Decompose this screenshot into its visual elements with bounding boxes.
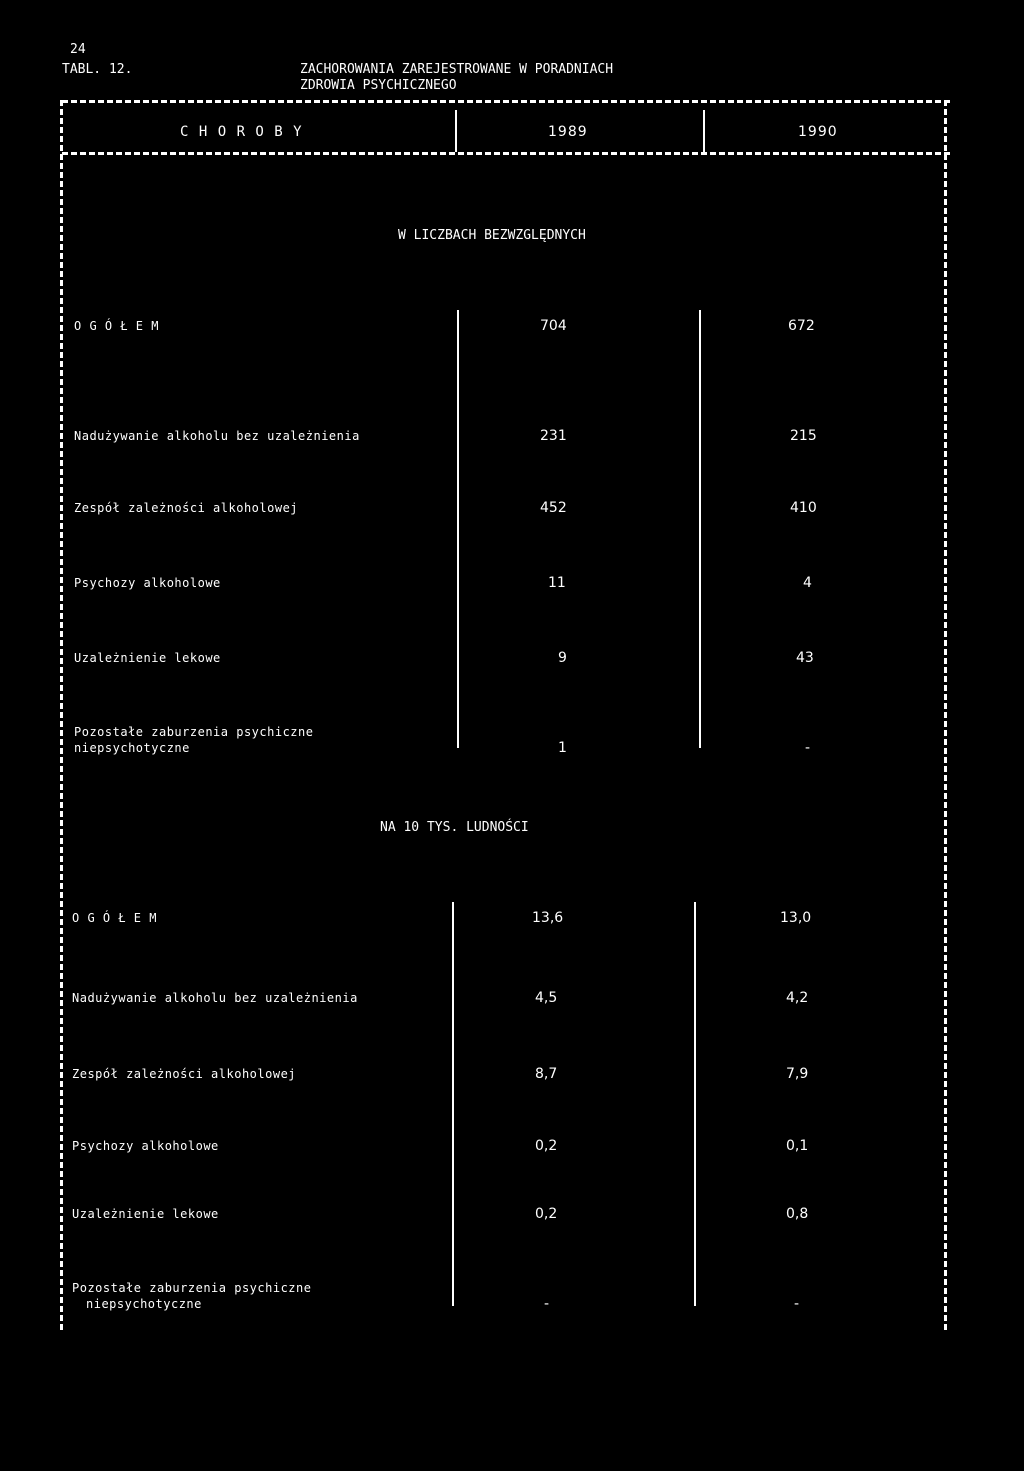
value-1990: 43 [796,650,814,666]
header-separator-2 [703,110,705,152]
value-1990: 0,1 [786,1138,809,1154]
section1-separator-1 [457,310,459,748]
column-header-1989: 1989 [548,124,588,140]
row-label: Uzależnienie lekowe [74,651,221,665]
value-1990: 13,0 [780,910,812,926]
value-1989: 231 [540,428,567,444]
value-1989: 704 [540,318,567,334]
value-1990: 0,8 [786,1206,809,1222]
value-1989: 4,5 [535,990,558,1006]
value-1990: - [805,740,811,756]
value-1989: 8,7 [535,1066,558,1082]
table-left-border [60,100,63,1330]
value-1990: 672 [788,318,815,334]
row-label: Pozostałe zaburzenia psychiczne [72,1281,312,1295]
section2-heading: NA 10 TYS. LUDNOŚCI [380,820,529,835]
section1-heading: W LICZBACH BEZWZGLĘDNYCH [398,228,586,243]
row-label: Pozostałe zaburzenia psychiczne [74,725,314,739]
value-1990: 7,9 [786,1066,809,1082]
value-1990: 410 [790,500,817,516]
value-1990: 4,2 [786,990,809,1006]
value-1989: 11 [548,575,566,591]
row-label: Nadużywanie alkoholu bez uzależnienia [72,991,358,1005]
row-label: O G Ó Ł E M [74,319,159,333]
table-id: TABL. 12. [62,62,133,77]
header-bottom-border [62,152,950,155]
row-label: Psychozy alkoholowe [72,1139,219,1153]
table-top-border [62,100,950,103]
row-label: Zespół zależności alkoholowej [72,1067,297,1081]
table-right-border [944,100,947,1330]
value-1989: 1 [558,740,567,756]
column-header-1990: 1990 [798,124,838,140]
value-1989: - [544,1296,550,1312]
row-label-line2: niepsychotyczne [86,1297,202,1311]
table-title-line2: ZDROWIA PSYCHICZNEGO [300,78,457,93]
row-label-line2: niepsychotyczne [74,741,190,755]
header-separator-1 [455,110,457,152]
row-label: O G Ó Ł E M [72,911,157,925]
row-label: Zespół zależności alkoholowej [74,501,299,515]
value-1990: 215 [790,428,817,444]
section2-separator-2 [694,902,696,1306]
value-1990: 4 [803,575,812,591]
value-1989: 452 [540,500,567,516]
row-label: Psychozy alkoholowe [74,576,221,590]
row-label: Nadużywanie alkoholu bez uzależnienia [74,429,360,443]
table-title-line1: ZACHOROWANIA ZAREJESTROWANE W PORADNIACH [300,62,614,77]
column-header-diseases: C H O R O B Y [180,124,303,140]
section2-separator-1 [452,902,454,1306]
value-1989: 0,2 [535,1206,558,1222]
value-1989: 9 [558,650,567,666]
value-1989: 13,6 [532,910,564,926]
row-label: Uzależnienie lekowe [72,1207,219,1221]
page-number: 24 [70,42,86,57]
value-1989: 0,2 [535,1138,558,1154]
value-1990: - [794,1296,800,1312]
section1-separator-2 [699,310,701,748]
